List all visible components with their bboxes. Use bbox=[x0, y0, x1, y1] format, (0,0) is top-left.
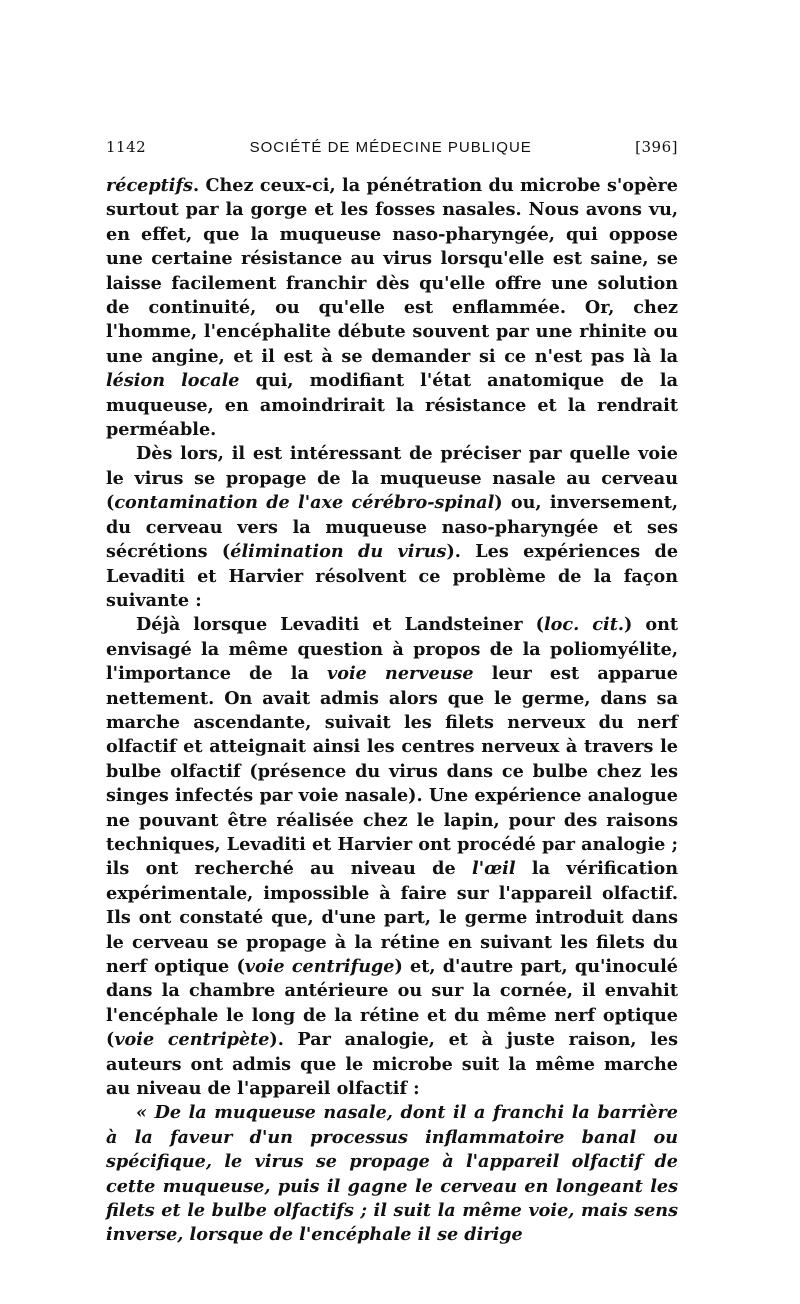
italic-text-segment: élimination du virus bbox=[230, 541, 447, 563]
text-segment: Déjà lorsque Levaditi et Landsteiner ( bbox=[136, 614, 544, 636]
italic-text-segment: De la muqueuse nasale, dont il a franchi la barrière à la faveur d'un processus inflammatoire banal ou spécifique, le virus se propage à l'appareil olfactif de cette muqueuse, puis il gagne le cerveau en longeant les filets et le bulbe olfactifs ; il suit la même voie, mais sens inverse, lorsque de l'encéphale il se dirige bbox=[106, 1102, 678, 1246]
bracket-number: [396] bbox=[635, 138, 678, 156]
paragraph bbox=[106, 613, 678, 1101]
text-segment: qui, modifiant l'état anatomique de la muqueuse, en amoindrirait la résistance et la rendrait perméable. bbox=[106, 370, 679, 441]
text-segment: ) ont envisagé la même question à propos de la poliomyélite, l'importance de la bbox=[106, 614, 678, 685]
italic-text-segment: voie centrifuge bbox=[244, 956, 395, 977]
italic-text-segment: loc. cit. bbox=[544, 614, 624, 636]
text-segment: « bbox=[136, 1102, 155, 1124]
running-title: SOCIÉTÉ DE MÉDECINE PUBLIQUE bbox=[249, 139, 532, 156]
italic-text-segment: lésion locale bbox=[106, 370, 240, 392]
running-head bbox=[106, 138, 678, 162]
text-segment: leur est apparue nettement. On avait admis alors que le germe, dans sa marche ascendante, suivait les filets nerveux du nerf olfactif et atteignait ainsi les centres nerveux à travers le bulbe olfactif (présence du virus dans ce bulbe chez les singes infectés par voie nasale). Une expérience analogue ne pouvant être réalisée chez le lapin, pour des raisons techniques, Levaditi et Harvier ont procédé par analogie ; ils ont recherché au niveau de bbox=[106, 663, 678, 880]
quotation-paragraph bbox=[106, 1101, 678, 1247]
paragraph bbox=[106, 442, 678, 613]
text-segment: . Chez ceux-ci, la pénétration du microbe s'opère surtout par la gorge et les fosses nasales. Nous avons vu, en effet, que la muqueuse naso-pharyngée, qui oppose une certaine résistance au virus lorsqu'elle est saine, se laisse facilement franchir dès qu'elle offre une solution de continuité, ou qu'elle est enflammée. Or, chez l'homme, l'encéphalite débute souvent par une rhinite ou une angine, et il est à se demander si ce n'est pas là la bbox=[106, 175, 678, 367]
italic-text-segment: voie nerveuse bbox=[327, 663, 474, 685]
page bbox=[106, 138, 678, 1248]
italic-text-segment: l'œil bbox=[472, 858, 516, 880]
paragraph bbox=[106, 174, 678, 442]
text-segment: Dès lors, il est intéressant de préciser par quelle voie le virus se propage de la muqueuse nasale au cerveau ( bbox=[106, 443, 678, 514]
text-segment: la vérification expérimentale, impossible à faire sur l'appareil olfactif. Ils ont constaté que, d'une part, le germe introduit dans le cerveau se propage à la rétine en suivant les filets du nerf optique ( bbox=[106, 858, 678, 977]
italic-text-segment: réceptifs bbox=[106, 175, 193, 196]
text-segment: ). Par analogie, et à juste raison, les auteurs ont admis que le microbe suit la même marche au niveau de l'appareil olfactif : bbox=[106, 1029, 678, 1100]
text-segment: ). Les expériences de Levaditi et Harvier résolvent ce problème de la façon suivante : bbox=[106, 541, 679, 611]
italic-text-segment: voie centripète bbox=[114, 1029, 270, 1051]
text-segment: ) et, d'autre part, qu'inoculé dans la chambre antérieure ou sur la cornée, il envahit l'encéphale le long de la rétine et du même nerf optique ( bbox=[106, 956, 678, 1051]
text-segment: ) ou, inversement, du cerveau vers la muqueuse naso-pharyngée et ses sécrétions ( bbox=[106, 492, 678, 563]
body-text bbox=[106, 174, 678, 1248]
italic-text-segment: contamination de l'axe cérébro-spinal bbox=[114, 492, 495, 514]
page-number: 1142 bbox=[106, 138, 147, 156]
